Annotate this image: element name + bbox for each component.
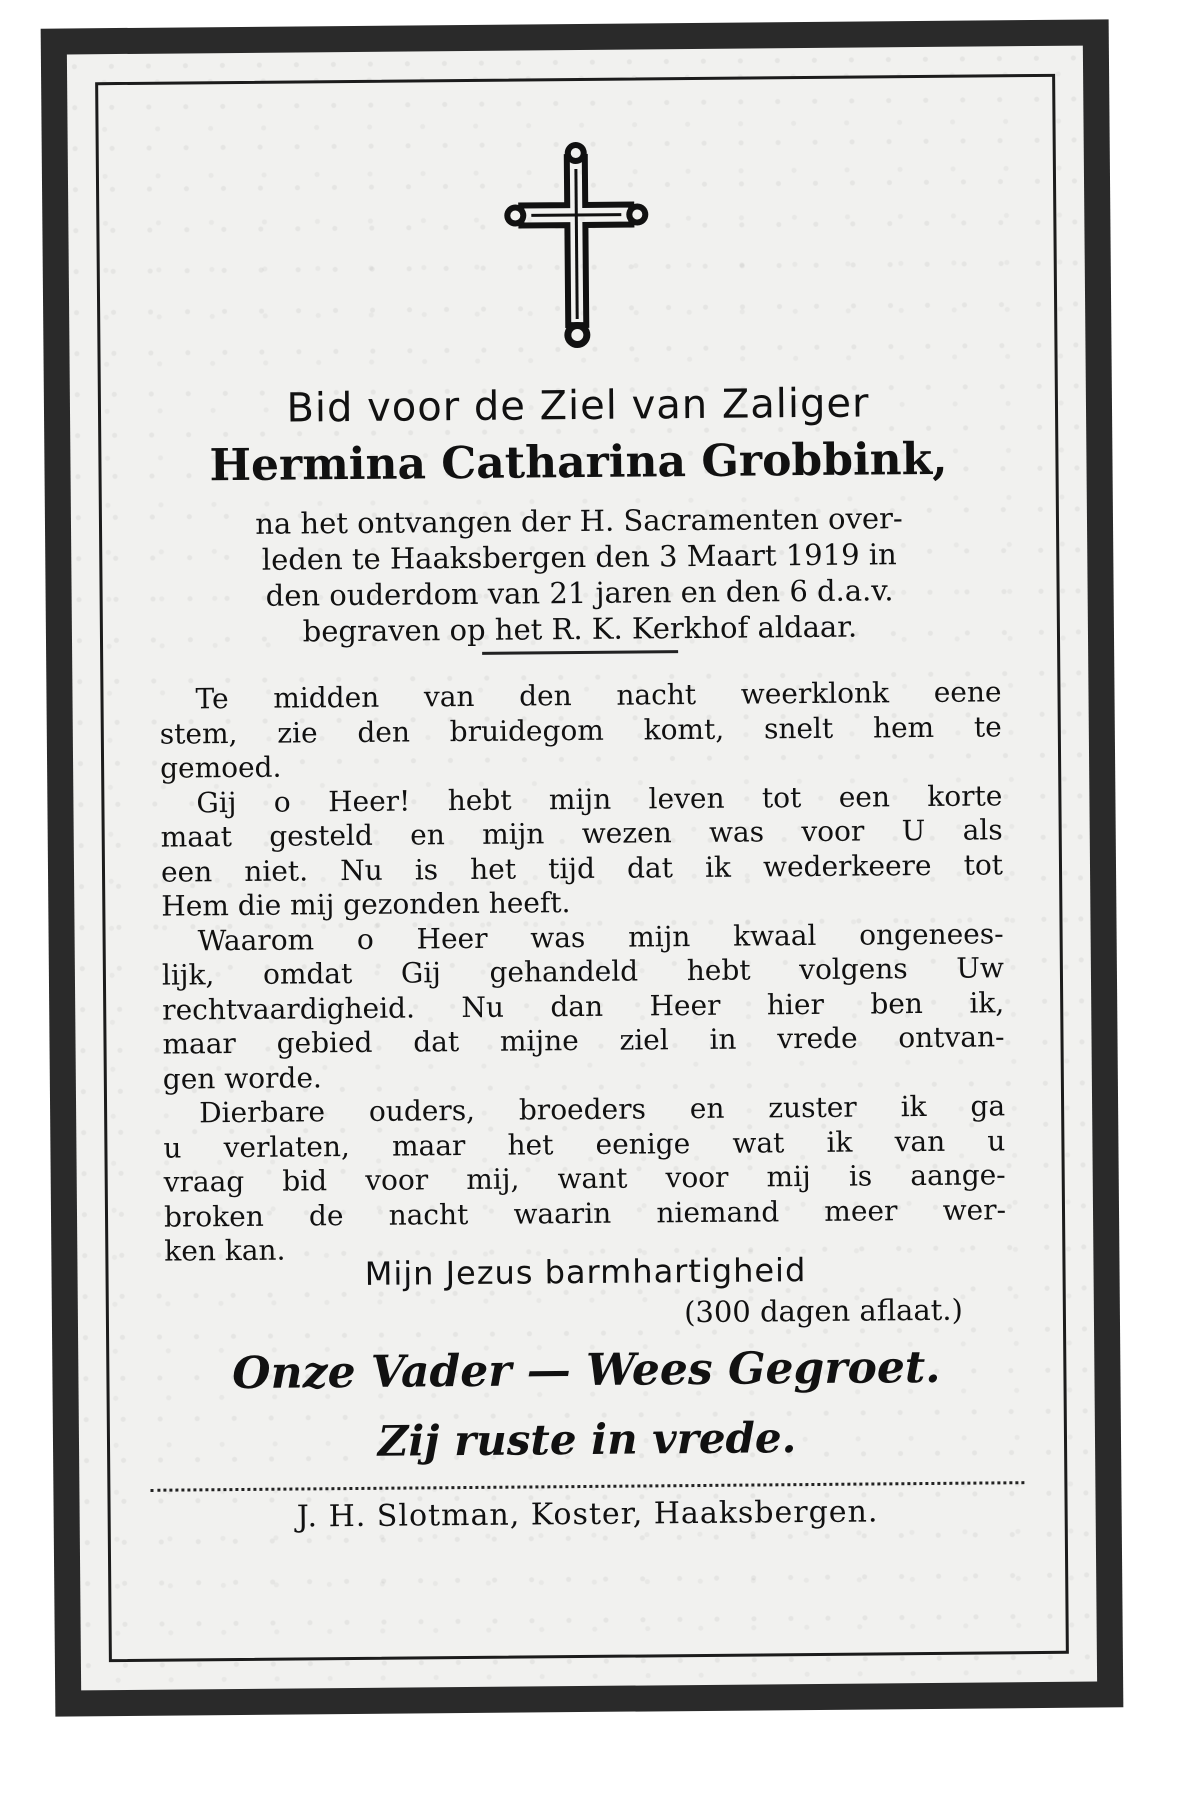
rest-in-peace-line: Zij ruste in vrede. bbox=[377, 1413, 797, 1466]
intro-line: na het ontvangen der H. Sacramenten over- bbox=[255, 501, 903, 541]
memorial-card bbox=[41, 19, 1124, 1716]
card-panel bbox=[67, 46, 1097, 1691]
body-line: ken kan. bbox=[164, 1233, 286, 1268]
prayer-line: Mijn Jezus barmhartigheid bbox=[364, 1251, 807, 1293]
divider-rule bbox=[482, 650, 678, 655]
body-line: Dierbare ouders, broeders en zuster ik ga bbox=[198, 1089, 1006, 1130]
deceased-name: Hermina Catharina Grobbink, bbox=[209, 433, 948, 492]
body-line: lijk, omdat Gij gehandeld hebt volgens Uw bbox=[161, 951, 1005, 992]
onze-vader-line: Onze Vader — Wees Gegroet. bbox=[232, 1341, 941, 1400]
body-line: broken de nacht waarin niemand meer wer- bbox=[163, 1192, 1007, 1234]
body-line: een niet. Nu is het tijd dat ik wederkeere tot bbox=[160, 847, 1004, 889]
body-line: gen worde. bbox=[162, 1060, 322, 1096]
body-line: Hem die mij gezonden heeft. bbox=[161, 886, 571, 923]
dotted-divider bbox=[150, 1481, 1024, 1492]
body-line: Gij o Heer! hebt mijn leven tot een korte bbox=[196, 778, 1003, 819]
body-line: stem, zie den bruidegom komt, snelt hem te bbox=[159, 709, 1002, 751]
body-line: u verlaten, maar het eenige wat ik van u bbox=[163, 1123, 1006, 1165]
body-line: Te midden van den nacht weerklonk eene bbox=[195, 675, 1002, 716]
body-line: Waarom o Heer was mijn kwaal ongenees- bbox=[197, 916, 1004, 957]
intro-text bbox=[162, 499, 997, 650]
intro-line: begraven op het R. K. Kerkhof aldaar. bbox=[302, 609, 858, 649]
body-line: rechtvaardigheid. Nu dan Heer hier ben ik, bbox=[162, 985, 1005, 1027]
cross-icon bbox=[501, 138, 653, 355]
intro-line: leden te Haaksbergen den 3 Maart 1919 in bbox=[261, 537, 897, 577]
card-inner-border bbox=[95, 74, 1069, 1662]
body-line: maat gesteld en mijn wezen was voor U als bbox=[160, 813, 1003, 854]
body-text bbox=[159, 675, 1006, 1269]
intro-line: den ouderdom van 21 jaren en den 6 d.a.v. bbox=[265, 573, 894, 613]
printer-credit: J. H. Slotman, Koster, Haaksbergen. bbox=[296, 1494, 879, 1535]
body-line: maar gebied dat mijne ziel in vrede ontvan- bbox=[162, 1020, 1005, 1061]
heading-bid: Bid voor de Ziel van Zaliger bbox=[286, 380, 870, 432]
body-line: vraag bid voor mij, want voor mij is aange- bbox=[163, 1158, 1006, 1199]
indulgence-note: (300 dagen aflaat.) bbox=[683, 1292, 964, 1330]
body-line: gemoed. bbox=[159, 750, 282, 785]
